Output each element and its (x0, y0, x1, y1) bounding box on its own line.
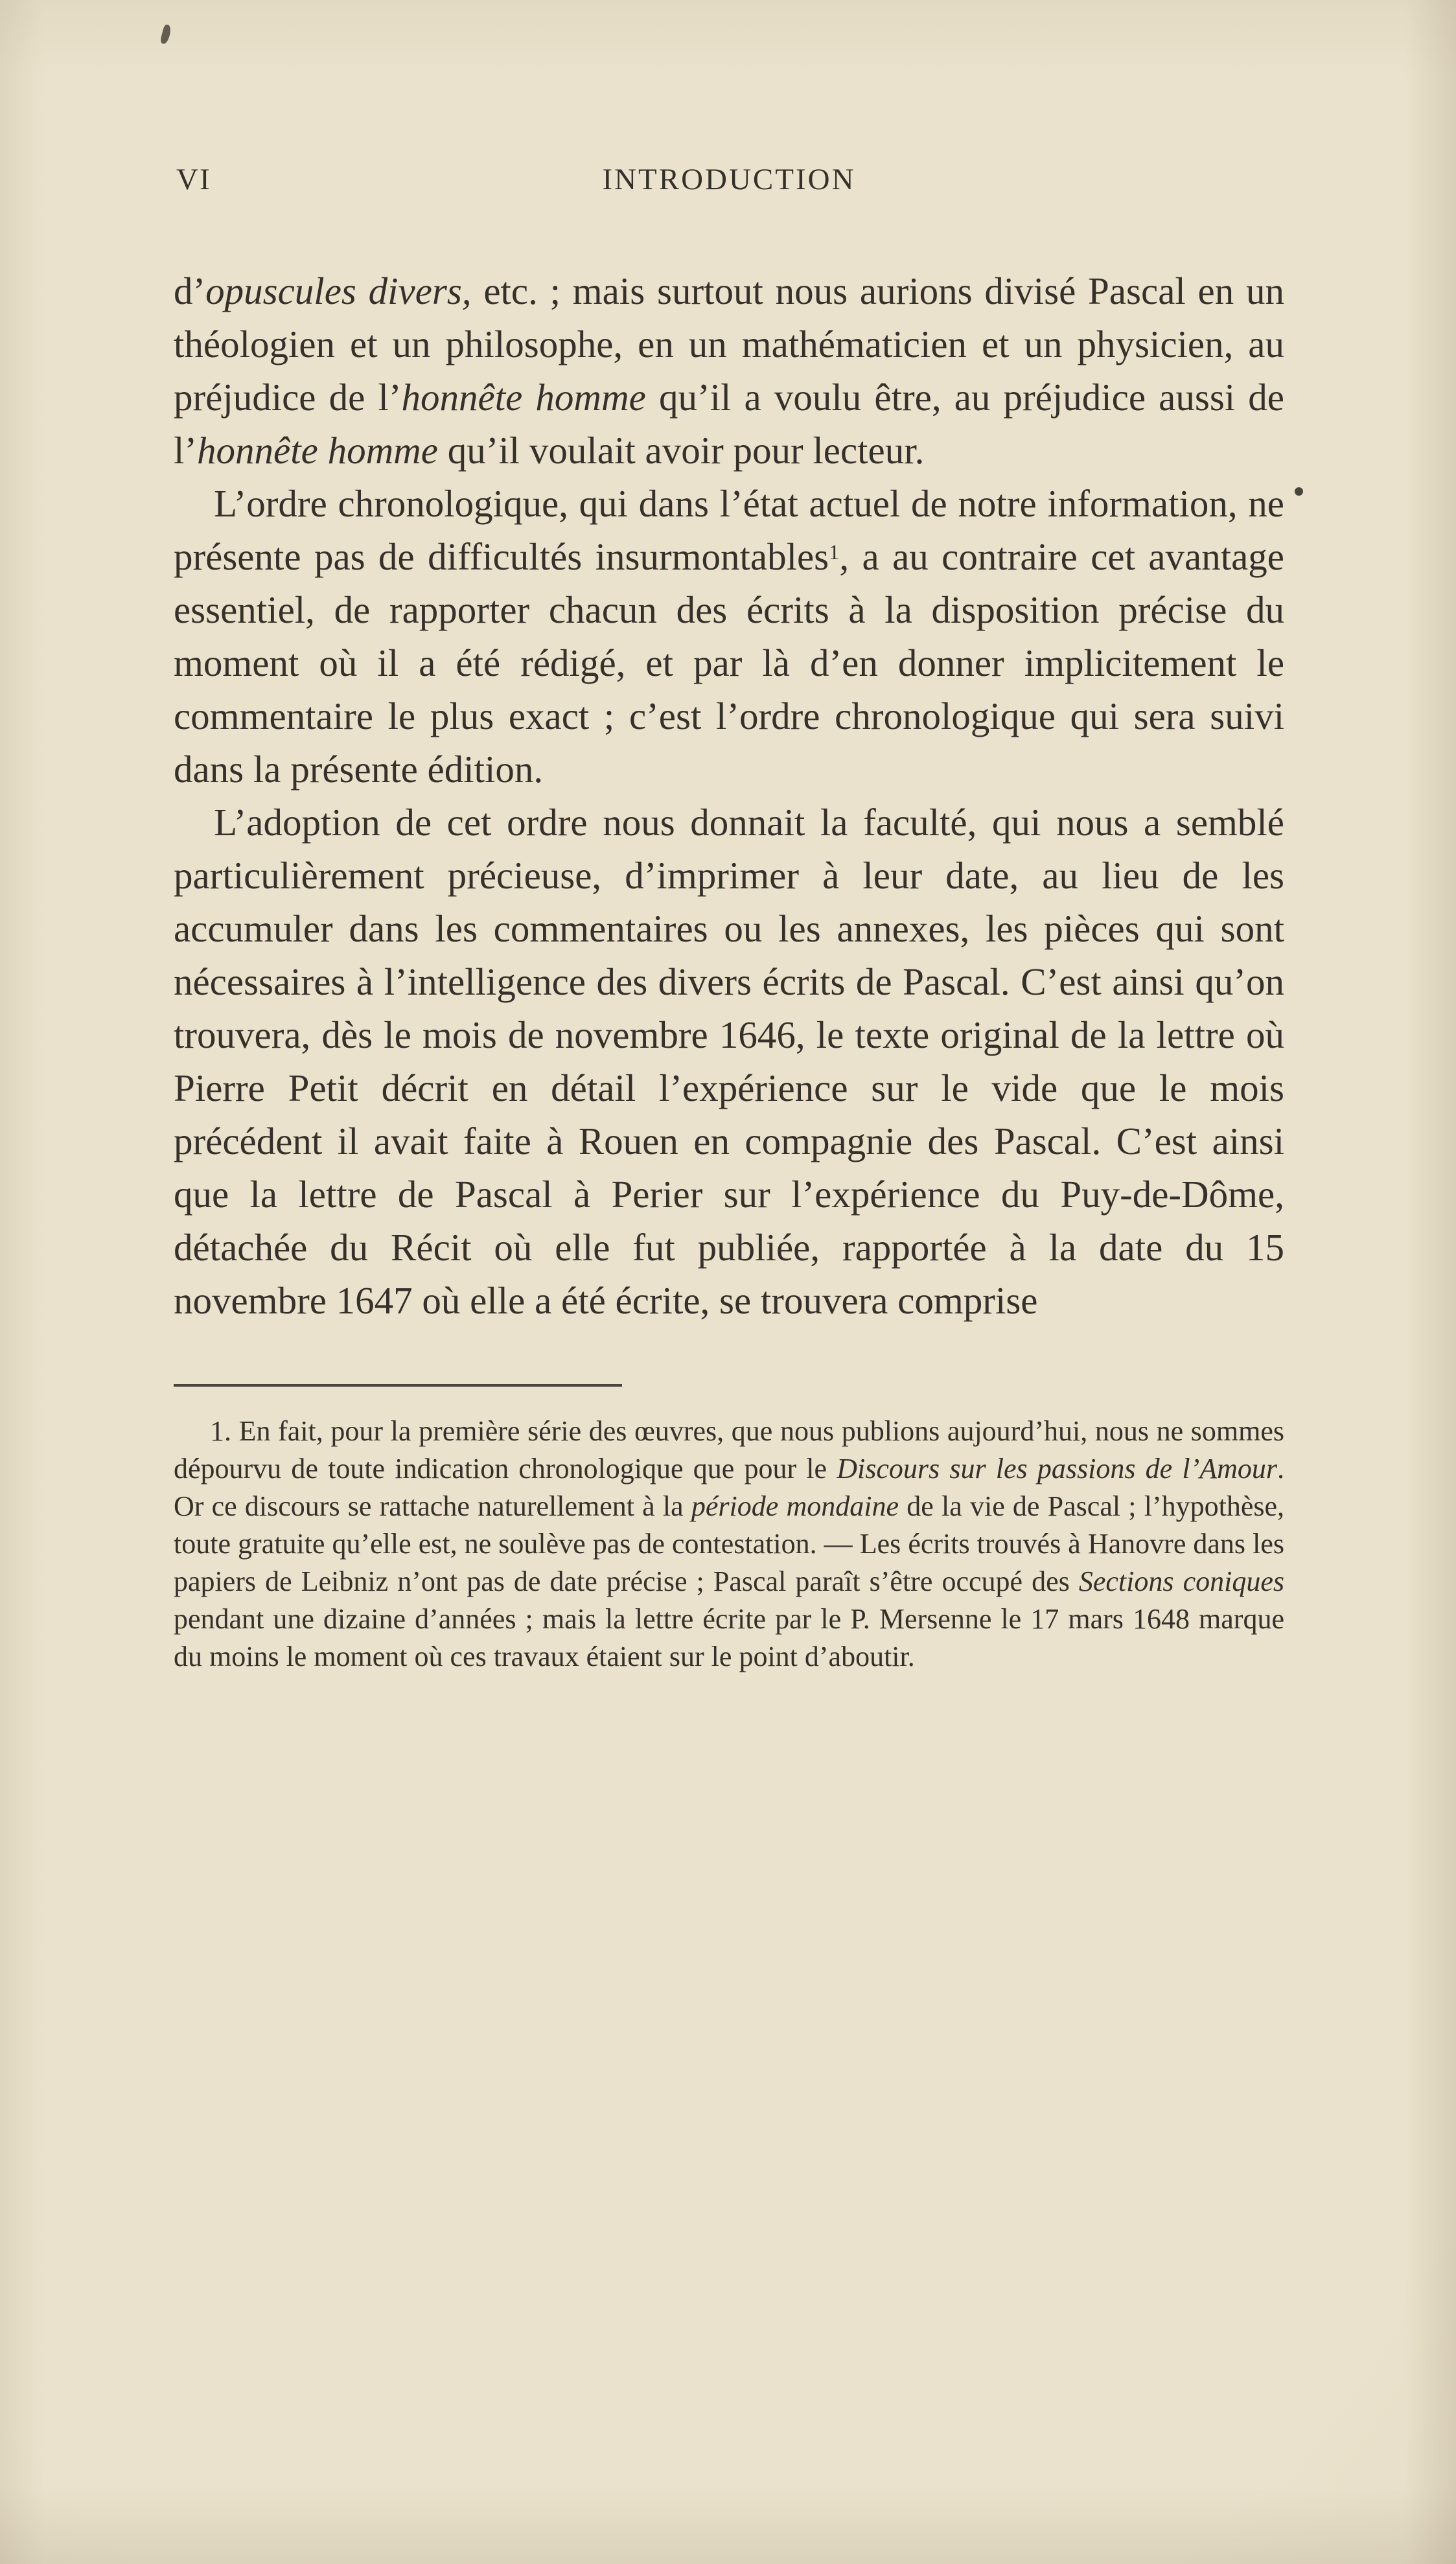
footnote-divider (174, 1384, 622, 1387)
scan-artifact (160, 24, 172, 45)
footnote: 1. En fait, pour la première série des œuvres, que nous publions aujourd’hui, nous ne sommes dépourvu de toute indication chronologique que pour le Discours sur les passions de l’Amour. Or ce discours se rattache naturellement à la période mondaine de la vie de Pascal ; l’hypothèse, toute gratuite qu’elle est, ne soulève pas de contestation. — Les écrits trouvés à Hanovre dans les papiers de Leibniz n’ont pas de date précise ; Pascal paraît s’être occupé des Sections coniques pendant une dizaine d’années ; mais la lettre écrite par le P. Mersenne le 17 mars 1648 marque du moins le moment où ces travaux étaient sur le point d’aboutir. (174, 1415, 1285, 1672)
body-paragraph: L’ordre chronologique, qui dans l’état actuel de notre information, ne présente pas de difficultés insurmontables$^1$, a au contraire cet avantage essentiel, de rapporter chacun des écrits à la disposition précise du moment où il a été rédigé, et par là d’en donner implicitement le commentaire le plus exact ; c’est l’ordre chronologique qui sera suivi dans la présente édition. (174, 482, 1284, 791)
running-title: INTRODUCTION (602, 163, 856, 196)
scan-artifact (1295, 487, 1303, 496)
page-number: VI (176, 163, 211, 196)
body-paragraph: d’opuscules divers, etc. ; mais surtout nous aurions divisé Pascal en un théologien et un philosophe, en un mathématicien et un physicien, au préjudice de l’honnête homme qu’il a voulu être, au préjudice aussi de l’honnête homme qu’il voulait avoir pour lecteur. (174, 270, 1285, 472)
body-text (174, 264, 1284, 1327)
body-paragraph: L’adoption de cet ordre nous donnait la faculté, qui nous a semblé particulièrement précieuse, d’imprimer à leur date, au lieu de les accumuler dans les commentaires ou les annexes, les pièces qui sont nécessaires à l’intelligence des divers écrits de Pascal. C’est ainsi qu’on trouvera, dès le mois de novembre 1646, le texte original de la lettre où Pierre Petit décrit en détail l’expérience sur le vide que le mois précédent il avait faite à Rouen en compagnie des Pascal. C’est ainsi que la lettre de Pascal à Perier sur l’expérience du Puy-de-Dôme, détachée du Récit où elle fut publiée, rapportée à la date du 15 novembre 1647 où elle a été écrite, se trouvera comprise (174, 801, 1284, 1322)
page-header (174, 162, 1284, 202)
